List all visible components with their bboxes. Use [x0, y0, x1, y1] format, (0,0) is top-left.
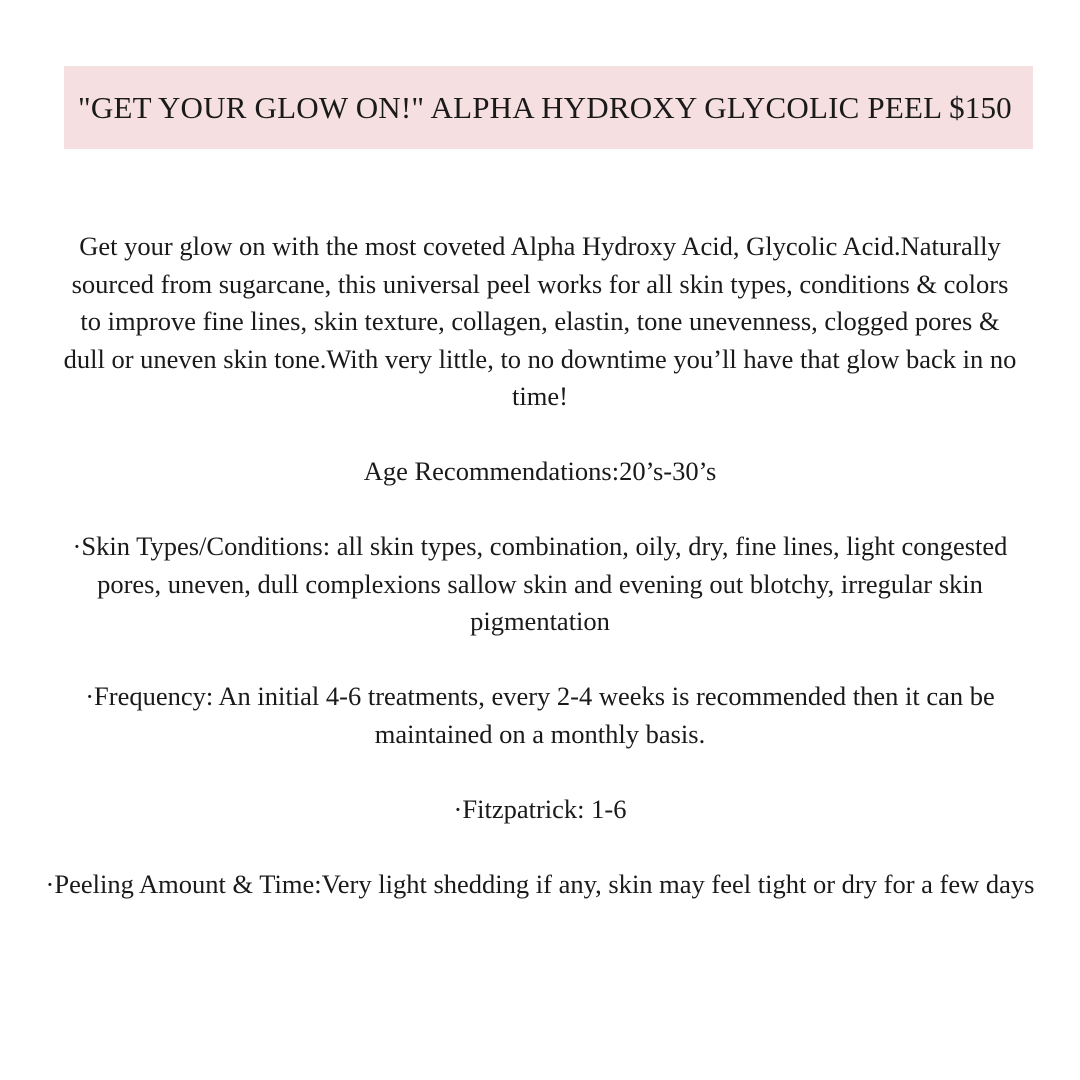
page-title: "GET YOUR GLOW ON!" ALPHA HYDROXY GLYCOLIC PEEL $150: [78, 89, 1012, 125]
intro-paragraph: Get your glow on with the most coveted Alpha Hydroxy Acid, Glycolic Acid.Naturally sourced from sugarcane, this universal peel works for all skin types, conditions & colors to improve fine lines, skin texture, collagen, elastin, tone unevenness, clogged pores & dull or uneven skin tone.With very little, to no downtime you’ll have that glow back in no time!: [63, 231, 1017, 411]
peeling-paragraph: ·Peeling Amount & Time:Very light shedding if any, skin may feel tight or dry for a few days: [45, 868, 1035, 899]
fitzpatrick-paragraph: ·Fitzpatrick: 1-6: [453, 793, 627, 824]
skin-types-paragraph: ·Skin Types/Conditions: all skin types, combination, oily, dry, fine lines, light congested pores, uneven, dull complexions sallow skin and evening out blotchy, irregular skin pigmentation: [72, 531, 1008, 636]
frequency-paragraph: ·Frequency: An initial 4-6 treatments, every 2-4 weeks is recommended then it can be maintained on a monthly basis.: [85, 681, 995, 749]
description-body: [40, 228, 1040, 941]
age-recommendations: Age Recommendations:20’s-30’s: [363, 456, 717, 486]
title-banner: [64, 66, 1033, 149]
